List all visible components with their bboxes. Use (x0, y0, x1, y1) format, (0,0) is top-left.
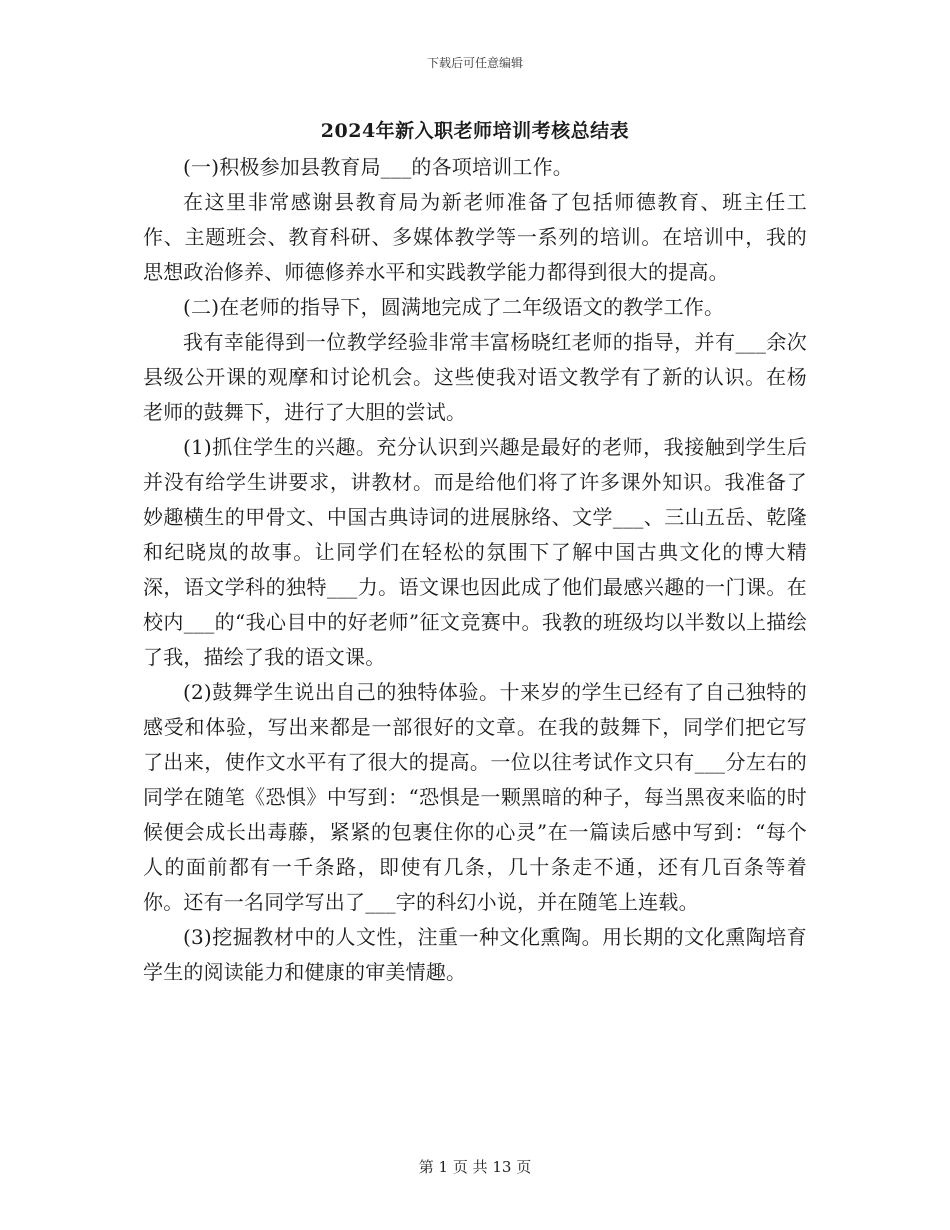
document-title: 2024年新入职老师培训考核总结表 (320, 120, 630, 142)
header-note: 下载后可任意编辑 (426, 56, 523, 70)
document-body (143, 150, 807, 990)
page-footer: 第 1 页 共 13 页 (418, 1158, 532, 1176)
paragraph-4: 我有幸能得到一位教学经验非常丰富杨晓红老师的指导，并有___余次县级公开课的观摩和讨论机会。这些使我对语文教学有了新的认识。在杨老师的鼓舞下，进行了大胆的尝试。 (143, 330, 807, 424)
paragraph-6: (2)鼓舞学生说出自己的独特体验。十来岁的学生已经有了自己独特的感受和体验，写出来都是一部很好的文章。在我的鼓舞下，同学们把它写了出来，使作文水平有了很大的提高。一位以往考试作文只有___分左右的同学在随笔《恐惧》中写到：“恐惧是一颗黑暗的种子，每当黑夜来临的时候便会成长出毒藤，紧紧的包裹住你的心灵”在一篇读后感中写到：“每个人的面前都有一千条路，即使有几条，几十条走不通，还有几百条等着你。还有一名同学写出了___字的科幻小说，并在随笔上连载。 (143, 680, 807, 914)
paragraph-5: (1)抓住学生的兴趣。充分认识到兴趣是最好的老师，我接触到学生后并没有给学生讲要求，讲教材。而是给他们将了许多课外知识。我准备了妙趣横生的甲骨文、中国古典诗词的进展脉络、文学___、三山五岳、乾隆和纪晓岚的故事。让同学们在轻松的氛围下了解中国古典文化的博大精深，语文学科的独特___力。语文课也因此成了他们最感兴趣的一门课。在校内___的“我心目中的好老师”征文竞赛中。我教的班级均以半数以上描绘了我，描绘了我的语文课。 (143, 435, 807, 669)
paragraph-1: (一)积极参加县教育局___的各项培训工作。 (183, 155, 574, 179)
paragraph-3: (二)在老师的指导下，圆满地完成了二年级语文的教学工作。 (183, 295, 725, 319)
paragraph-2: 在这里非常感谢县教育局为新老师准备了包括师德教育、班主任工作、主题班会、教育科研、多媒体教学等一系列的培训。在培训中，我的思想政治修养、师德修养水平和实践教学能力都得到很大的提高。 (143, 190, 807, 284)
paragraph-7: (3)挖掘教材中的人文性，注重一种文化熏陶。用长期的文化熏陶培育学生的阅读能力和健康的审美情趣。 (143, 925, 807, 984)
